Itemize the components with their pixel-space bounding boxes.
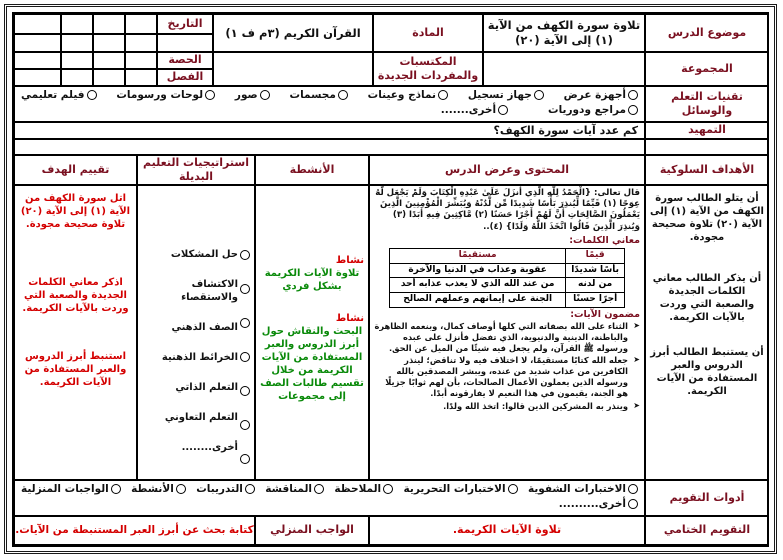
radio-icon — [245, 484, 255, 494]
date-label: التاريخ — [157, 14, 213, 34]
radio-icon[interactable] — [240, 352, 250, 362]
tool-option[interactable]: صور — [235, 89, 270, 103]
intro-text: كم عدد آيات سورة الكهف؟ — [14, 122, 645, 139]
group-label: المجموعة — [645, 52, 769, 86]
radio-icon — [438, 90, 448, 100]
tools-label: تقنيات التعلم والوسائل — [645, 86, 769, 122]
radio-icon — [628, 499, 638, 509]
strategy-item: الخرائط الذهنية — [161, 352, 238, 363]
assessment-option[interactable]: الاختبارات الشفوية — [528, 483, 638, 497]
blank-cell — [61, 34, 93, 52]
table-row — [390, 263, 625, 278]
strategies-list — [140, 248, 238, 454]
table-cell: من لدنه — [566, 278, 625, 293]
radio-icon — [383, 484, 393, 494]
radio-icon[interactable] — [240, 420, 250, 430]
evaluation-item: اذكر معاني الكلمات الجديدة والصعبة التي وردت بالآيات الكريمة. — [22, 277, 129, 314]
radio-icon — [205, 90, 215, 100]
radio-icon — [314, 484, 324, 494]
table-cell: عقوبة وعذاب في الدنيا والآخرة — [390, 263, 566, 278]
activity-block — [260, 312, 364, 403]
meaning-label: مضمون الآيات: — [570, 308, 640, 320]
radio-icon — [338, 90, 348, 100]
table-cell: الجنة على إيمانهم وعملهم الصالح — [390, 293, 566, 308]
blank-row — [645, 139, 769, 155]
tool-option[interactable]: مجسمات — [290, 89, 348, 103]
radio-icon[interactable] — [240, 250, 250, 260]
content-cell — [369, 185, 645, 480]
verses-text: قال تعالى: {الْحَمْدُ لِلَّهِ الَّذِي أَنزَلَ عَلَىٰ عَبْدِهِ الْكِتَابَ وَلَمْ يَجْعَل لَّهُ عِوَجًا (١) قَيِّمًا لِّيُنذِرَ بَأْسًا شَدِيدًا مِّن لَّدُنْهُ وَيُبَشِّرَ الْمُؤْمِنِينَ الَّذِينَ يَعْمَلُونَ الصَّالِحَاتِ أَنَّ لَهُمْ أَجْرًا حَسَنًا (٢) مَّاكِثِينَ فِيهِ أَبَدًا (٣) وَيُنذِرَ الَّذِينَ قَالُوا اتَّخَذَ اللَّهُ وَلَدًا} (٤).. — [375, 188, 640, 232]
radio-icon — [87, 90, 97, 100]
lesson-topic-label: موضوع الدرس — [645, 14, 769, 52]
assessment-option[interactable]: المناقشة — [265, 483, 324, 497]
acquired-value[interactable] — [213, 52, 373, 86]
words-table — [389, 248, 625, 308]
objective-item: أن يتلو الطالب سورة الكهف من الآية (١) إلى الآية (٢٠) تلاوة صحيحة مجودة. — [650, 193, 764, 243]
radio-icon[interactable] — [240, 454, 250, 464]
activity-text: تلاوة الآيات الكريمة بشكل فردي — [264, 268, 360, 292]
activity-title: نشاط — [335, 313, 364, 324]
tool-option[interactable]: أخرى....... — [441, 104, 508, 118]
final-label: التقويم الختامي — [645, 516, 769, 545]
assessment-option[interactable]: الاختبارات التحريرية — [404, 483, 518, 497]
date-cell[interactable] — [61, 14, 93, 34]
group-value[interactable] — [483, 52, 645, 86]
activities-cell — [255, 185, 369, 480]
radio-icon[interactable] — [240, 284, 250, 294]
homework-label: الواجب المنزلي — [255, 516, 369, 545]
subject-label: المادة — [373, 14, 483, 52]
strategy-item: الصف الذهني — [171, 322, 238, 333]
table-cell: من عند الله الذي لا يعذب عذابه أحد — [390, 278, 566, 293]
words-label: معاني الكلمات: — [569, 234, 640, 246]
table-cell: أجرًا حسنًا — [566, 293, 625, 308]
radio-icon — [111, 484, 121, 494]
activity-block — [260, 254, 364, 293]
class-cell[interactable] — [14, 69, 61, 86]
list-item: ➤ وينذر به المشركين الذين قالوا: اتخذ الله ولدًا. — [374, 401, 628, 412]
content-header: المحتوى وعرض الدرس — [369, 155, 645, 185]
period-cell[interactable] — [61, 52, 93, 69]
strategies-cell — [137, 185, 255, 480]
tools-options — [14, 86, 645, 122]
list-item: ➤ الثناء على الله بصفاته التي كلها أوصاف كمال، وبنعمه الظاهرة والباطنة، الدينية والدنيوية، الذي تفضل فأنزل على عبده ورسوله ﷺ القرآن، ولم يجعل فيه شيئًا من الميل عن الحق. — [374, 321, 628, 353]
radio-icon — [628, 105, 638, 115]
tool-option[interactable]: مراجع ودوريات — [548, 104, 638, 118]
class-cell[interactable] — [61, 69, 93, 86]
evaluation-item: اتل سورة الكهف من الآية (١) إلى الآية (٢٠) تلاوة صحيحة مجودة. — [20, 193, 131, 230]
date-cell[interactable] — [14, 14, 61, 34]
blank-cell — [157, 34, 213, 52]
acquired-label: المكتسبات والمفردات الجديدة — [373, 52, 483, 86]
evaluation-cell — [14, 185, 137, 480]
radio-icon — [508, 484, 518, 494]
objective-item: أن يستنبط الطالب أبرز الدروس والعبر المستفادة من الآيات الكريمة. — [650, 347, 764, 397]
subject-value: القرآن الكريم (٣م ف ١) — [213, 14, 373, 52]
activities-header: الأنشطة — [255, 155, 369, 185]
meanings-list — [374, 321, 640, 411]
radio-icon — [176, 484, 186, 494]
strategy-item: حل المشكلات — [170, 249, 238, 260]
objective-item: أن يذكر الطالب معاني الكلمات الجديدة والصعبة التي وردت بالآيات الكريمة. — [652, 273, 762, 323]
blank-cell — [125, 34, 157, 52]
table-row — [390, 293, 625, 308]
list-item: ➤ جعله الله كتابًا مستقيمًا، لا اختلاف فيه ولا تناقض؛ لينذر الكافرين من عذاب شديد من عنده، ويبشر المصدقين بالله ورسوله الذين يعملون الأعمال الصالحات، بأن لهم ثوابًا جزيلًا هو الجنة، يقيمون في هذا النعيم لا يفارقونه أبدًا. — [374, 355, 628, 398]
blank-cell — [14, 34, 61, 52]
tool-option[interactable]: فيلم تعليمي — [21, 89, 96, 103]
class-label: الفصل — [157, 69, 213, 86]
strategies-header: استراتيجيات التعليم البديلة — [137, 155, 255, 185]
radio-icon[interactable] — [240, 386, 250, 396]
class-cell[interactable] — [125, 69, 157, 86]
tool-option[interactable]: نماذج وعينات — [368, 89, 448, 103]
tool-option[interactable]: جهاز تسجيل — [468, 89, 544, 103]
assessment-option[interactable]: الملاحظة — [334, 483, 393, 497]
objectives-cell — [645, 185, 769, 480]
blank-cell — [93, 34, 125, 52]
tool-option[interactable]: لوحات ورسومات — [116, 89, 215, 103]
objectives-header: الأهداف السلوكية — [645, 155, 769, 185]
lesson-topic-value: تلاوة سورة الكهف من الآية (١) إلى الآية (٢٠) — [483, 14, 645, 52]
lesson-plan-sheet — [12, 12, 769, 547]
radio-icon — [534, 90, 544, 100]
assessment-label: أدوات التقويم — [645, 480, 769, 516]
blank-row — [14, 139, 645, 155]
strategy-item: التعلم الذاتي — [175, 382, 238, 393]
radio-icon — [498, 105, 508, 115]
class-cell[interactable] — [93, 69, 125, 86]
strategy-item: الاكتشاف والاستقصاء — [181, 279, 238, 303]
assessment-option[interactable]: التدريبات — [196, 483, 255, 497]
evaluation-item: استنبط أبرز الدروس والعبر المستفادة من الآيات الكريمة. — [24, 351, 127, 388]
date-cell[interactable] — [125, 14, 157, 34]
strategy-radios — [240, 250, 250, 464]
period-cell[interactable] — [93, 52, 125, 69]
assessment-option[interactable]: الأنشطة — [131, 483, 186, 497]
period-cell[interactable] — [14, 52, 61, 69]
evaluation-header: تقييم الهدف — [14, 155, 137, 185]
table-header: مستقيمًا — [390, 249, 566, 264]
intro-label: التمهيد — [645, 122, 769, 139]
table-row — [390, 278, 625, 293]
assessment-option[interactable]: أخرى.......... — [559, 498, 638, 510]
homework-value: كتابة بحث عن أبرز العبر المستنبطة من الآيات. — [14, 516, 255, 545]
radio-icon[interactable] — [240, 318, 250, 328]
date-cell[interactable] — [93, 14, 125, 34]
activity-title: نشاط — [335, 255, 364, 266]
period-cell[interactable] — [125, 52, 157, 69]
period-label: الحصة — [157, 52, 213, 69]
table-header: قيمًا — [566, 249, 625, 264]
radio-icon — [260, 90, 270, 100]
activity-text: البحث والنقاش حول أبرز الدروس والعبر المستفادة من الآيات الكريمة من خلال تقسيم طالبات الصف إلى مجموعات — [260, 326, 364, 402]
assessment-options — [14, 480, 645, 516]
radio-icon — [628, 90, 638, 100]
table-row — [390, 249, 625, 264]
table-cell: بأسًا شديدًا — [566, 263, 625, 278]
strategy-item: أخرى........ — [181, 442, 238, 453]
tool-option[interactable]: أجهزة عرض — [564, 89, 638, 103]
strategy-item: التعلم التعاوني — [164, 412, 238, 423]
final-value: تلاوة الآيات الكريمة. — [369, 516, 645, 545]
radio-icon — [628, 484, 638, 494]
assessment-option[interactable]: الواجبات المنزلية — [21, 483, 121, 497]
